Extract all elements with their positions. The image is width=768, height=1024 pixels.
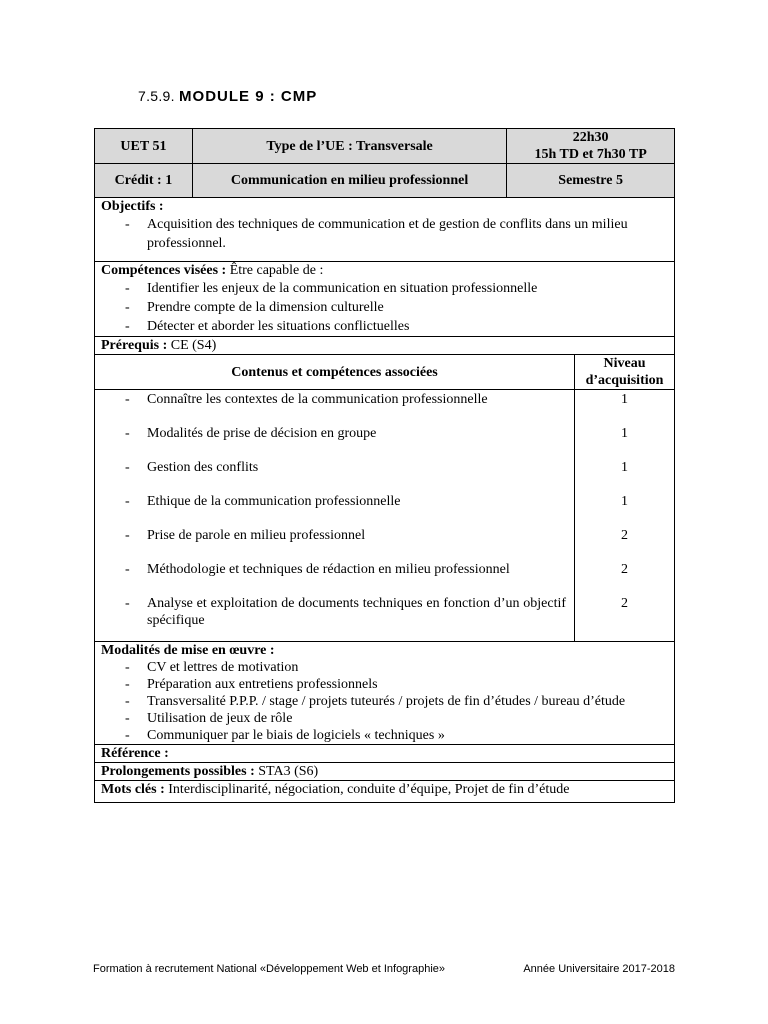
mots-cles-label: Mots clés : [101, 782, 165, 797]
contenu-item: - Prise de parole en milieu professionnel [107, 527, 568, 561]
prolongements-value: STA3 (S6) [254, 764, 319, 779]
ue-type: Type de l’UE : Transversale [192, 129, 506, 164]
niveau-header-line2: d’acquisition [585, 373, 664, 388]
modalite-item: - Utilisation de jeux de rôle [107, 710, 668, 727]
hours-total: 22h30 [572, 130, 609, 145]
contenus-list [95, 390, 575, 642]
contenu-item: - Méthodologie et techniques de rédaction en milieu professionnel [107, 561, 568, 595]
objectifs-label: Objectifs : [101, 199, 164, 214]
modalites-section [95, 642, 675, 745]
module-table [94, 128, 675, 803]
modalite-item: - Préparation aux entretiens professionnels [107, 676, 668, 693]
contenu-item: - Gestion des conflits [107, 459, 568, 493]
mots-cles-section [95, 781, 675, 803]
niveau-value: 1 [621, 460, 629, 475]
modalite-item: - Transversalité P.P.P. / stage / projets tuteurés / projets de fin d’études / bureau d’étude [107, 693, 668, 710]
niveau-list [575, 390, 675, 642]
contenu-item: - Ethique de la communication professionnelle [107, 493, 568, 527]
module-number: 7.5.9. [138, 88, 175, 104]
modalite-item: - CV et lettres de motivation [107, 659, 668, 676]
competence-item: - Détecter et aborder les situations conflictuelles [107, 317, 668, 336]
prolongements-section [95, 763, 675, 781]
contenu-item: - Analyse et exploitation de documents techniques en fonction d’un objectif spécifique [107, 595, 568, 641]
ue-hours [507, 129, 675, 164]
niveau-value: 2 [621, 596, 629, 611]
contenu-item: - Modalités de prise de décision en groupe [107, 425, 568, 459]
credit: Crédit : 1 [95, 164, 193, 198]
prerequis-value: CE (S4) [167, 338, 217, 353]
niveau-value: 1 [621, 392, 629, 407]
contenus-header: Contenus et compétences associées [95, 355, 575, 390]
module-title: MODULE 9 : CMP [179, 88, 318, 105]
objectifs-section [95, 198, 675, 262]
competences-section [95, 262, 675, 337]
prerequis-label: Prérequis : [101, 338, 168, 353]
objectif-item: - Acquisition des techniques de communication et de gestion de conflits dans un milieu professionnel. [107, 215, 668, 253]
competences-intro: Être capable de : [226, 263, 324, 278]
niveau-value: 2 [621, 528, 629, 543]
hours-detail: 15h TD et 7h30 TP [534, 147, 647, 162]
module-heading [138, 88, 317, 105]
niveau-value: 2 [621, 562, 629, 577]
niveau-value: 1 [621, 494, 629, 509]
competence-item: - Identifier les enjeux de la communication en situation professionnelle [107, 279, 668, 298]
prerequis-section [95, 337, 675, 355]
competences-label: Compétences visées : [101, 263, 227, 278]
niveau-header-line1: Niveau [603, 356, 646, 371]
contenu-item: - Connaître les contextes de la communication professionnelle [107, 391, 568, 425]
ue-code: UET 51 [95, 129, 193, 164]
module-name: Communication en milieu professionnel [192, 164, 506, 198]
mots-cles-value: Interdisciplinarité, négociation, conduite d’équipe, Projet de fin d’étude [164, 782, 570, 797]
niveau-value: 1 [621, 426, 629, 441]
modalite-item: - Communiquer par le biais de logiciels « techniques » [107, 727, 668, 744]
footer-left: Formation à recrutement National «Développement Web et Infographie» [93, 963, 445, 975]
competence-item: - Prendre compte de la dimension culturelle [107, 298, 668, 317]
reference-section: Référence : [95, 745, 675, 763]
modalites-label: Modalités de mise en œuvre : [101, 643, 275, 658]
semester: Semestre 5 [507, 164, 675, 198]
niveau-header [575, 355, 675, 390]
footer-right: Année Universitaire 2017-2018 [523, 963, 675, 975]
prolongements-label: Prolongements possibles : [101, 764, 255, 779]
